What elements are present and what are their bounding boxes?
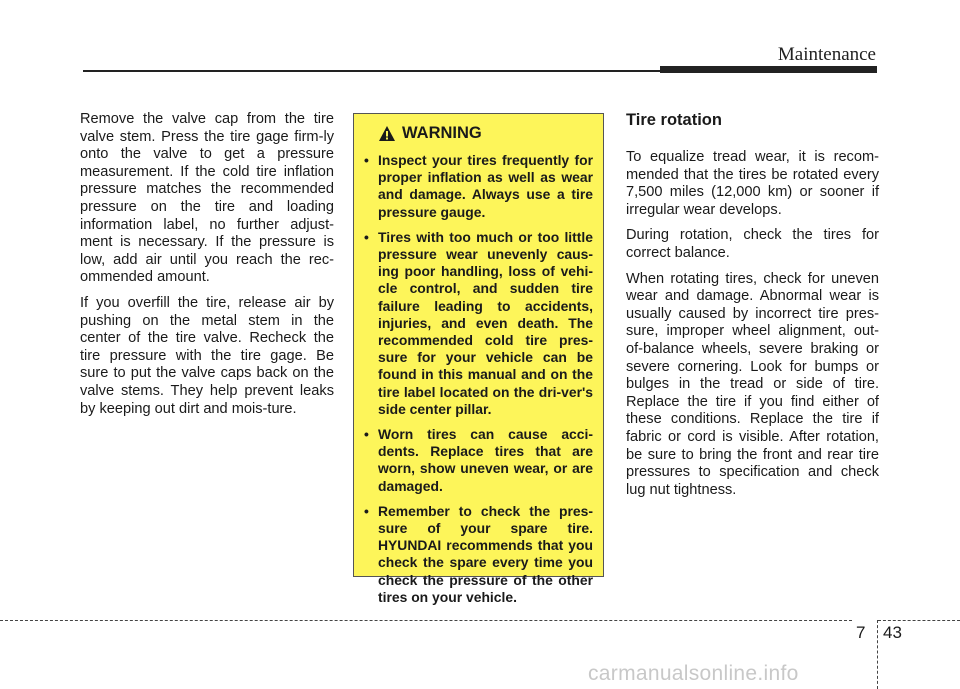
section-title: Tire rotation (626, 111, 722, 129)
warning-item (354, 152, 593, 221)
bullet: • (364, 502, 369, 519)
warning-item (354, 503, 593, 606)
footer-divider (877, 620, 878, 689)
watermark[interactable]: carmanualsonline.info (588, 662, 799, 685)
warning-triangle-icon (378, 125, 396, 142)
header-rule-thick (660, 66, 877, 73)
header-rule-thin (83, 70, 663, 72)
paragraph: During rotation, check the tires for correct balance. (626, 227, 879, 261)
warning-header (378, 124, 482, 143)
paragraph: If you overfill the tire, release air by pushing on the metal stem in the center of the tire valve. Recheck the tire pressure with the tire gage. Be sure to put the valve caps back on the valve stems. They help prevent leaks by keeping out dirt and mois-ture. (80, 294, 334, 417)
warning-box (353, 113, 604, 605)
warning-title: WARNING (402, 124, 482, 142)
right-column (626, 149, 879, 507)
warning-item-text: Remember to check the pres-sure of your spare tire. HYUNDAI recommends that you check the spare every time you check the pressure of the other tires on your vehicle. (378, 502, 593, 605)
bullet: • (364, 426, 369, 443)
warning-list (354, 152, 603, 614)
section-header-title: Maintenance (777, 44, 876, 65)
warning-item (354, 426, 593, 495)
paragraph: When rotating tires, check for uneven wear and damage. Abnormal wear is usually caused by incorrect tire pres-sure, improper wheel alignment, out-of-balance wheels, severe braking or severe cornering. Look for bumps or bulges in the tread or side of tire. Replace the tire if you find either of these conditions. Replace the tire if fabric or cord is visible. After rotation, be sure to bring the front and rear tire pressures to specification and check lug nut tightness. (626, 270, 879, 498)
paragraph: To equalize tread wear, it is recom-mended that the tires be rotated every 7,500 miles (12,000 km) or sooner if irregular wear develops. (626, 149, 879, 218)
chapter-number: 7 (856, 623, 866, 642)
paragraph: Remove the valve cap from the tire valve stem. Press the tire gage firm-ly onto the valve to get a pressure measurement. If the cold tire inflation pressure matches the recommended pressure on the tire and loading information label, no further adjust-ment is necessary. If the pressure is low, add air until you reach the rec-ommended amount. (80, 111, 334, 286)
page-number: 43 (883, 623, 902, 642)
bullet: • (364, 152, 369, 168)
warning-item (354, 229, 593, 418)
warning-item-text: Tires with too much or too little pressure wear unevenly caus-ing poor handling, loss of vehi-cle control, and sudden tire failure leading to accidents, injuries, and even death. The recommended cold tire pres-sure for your vehicle can be found in this manual and on the tire label located on the dri-ver's side center pillar. (378, 228, 593, 417)
footer-rule (878, 620, 960, 621)
footer-rule (0, 620, 852, 621)
warning-item-text: Worn tires can cause acci-dents. Replace tires that are worn, show uneven wear, or are damaged. (378, 426, 593, 494)
warning-item-text: Inspect your tires frequently for proper inflation as well as wear and damage. Always use a tire pressure gauge. (378, 152, 593, 220)
left-column (80, 111, 334, 426)
bullet: • (364, 228, 369, 245)
